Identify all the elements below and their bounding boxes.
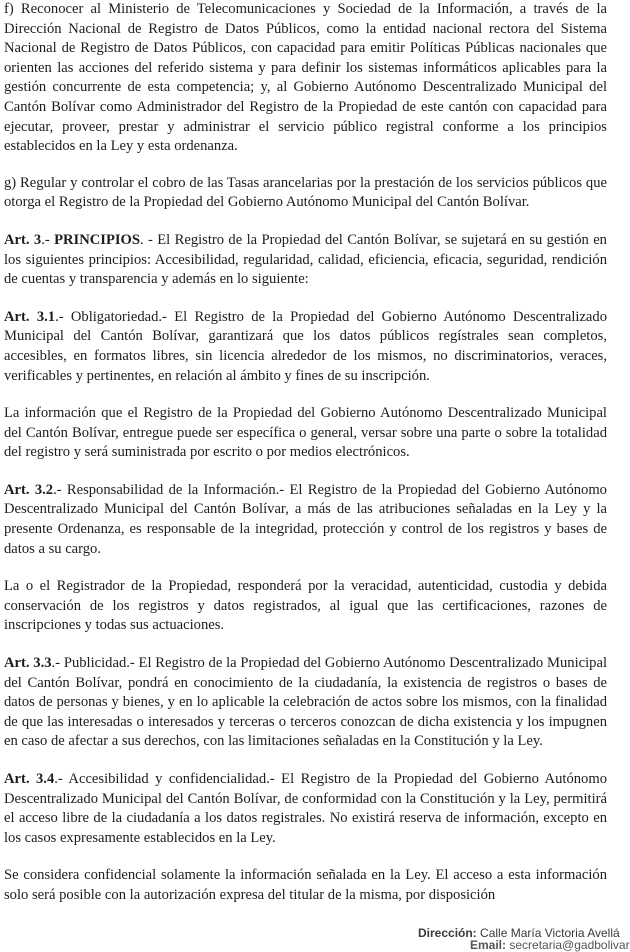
article-3-3-body: .- Publicidad.- El Registro de la Propiedad del Gobierno Autónomo Descentralizado Municipal del Cantón Bolívar, pondrá en conocimiento de la ciudadanía, la existencia de registros o bases de datos de personas y bienes, y en lo aplicable la celebración de actos sobre los mismos, con la finalidad de que las interesadas o interesados y terceras o terceros conozcan de dicha existencia y los impugnen en caso de afectar a sus derechos, con las limitaciones señaladas en la Constitución y la Ley. [4,655,607,750]
article-3-1-label: Art. 3.1 [4,308,56,325]
footer-address-label: Dirección: [418,926,477,940]
article-3 [4,231,607,290]
footer-email [470,938,630,952]
article-3-2-body: .- Responsabilidad de la Información.- El Registro de la Propiedad del Gobierno Autónomo Descentralizado Municipal del Cantón Bolívar, a más de las atribuciones señaladas en la Ley y la presente Ordenanza, es responsable de la integridad, protección y control de los registros y bases de datos a su cargo. [4,481,607,557]
article-3-2-label: Art. 3.2 [4,481,54,498]
document-page [4,0,607,924]
footer-address-value: Calle María Victoria Avellá [480,926,620,940]
article-3-2 [4,481,607,559]
article-3-1 [4,308,607,386]
article-3-title: PRINCIPIOS [54,231,141,248]
paragraph-g: g) Regular y controlar el cobro de las Tasas arancelarias por la prestación de los servicios públicos que otorga el Registro de la Propiedad del Gobierno Autónomo Municipal del Cantón Bolívar. [4,174,607,211]
article-3-body: . - El Registro de la Propiedad del Cantón Bolívar, se sujetará en su gestión en los siguientes principios: Accesibilidad, regularidad, calidad, eficiencia, eficacia, seguridad, rendición de cuentas y transparencia y además en lo siguiente: [4,231,607,288]
paragraph-registrador: La o el Registrador de la Propiedad, responderá por la veracidad, autenticidad, custodia y debida conservación de los registros y datos registrados, al igual que las certificaciones, razones de inscripciones y todas sus actuaciones. [4,578,607,634]
footer-email-value: secretaria@gadbolivar [509,938,630,952]
footer-email-label: Email: [470,938,507,952]
article-3-label: Art. 3 [4,231,42,248]
paragraph-informacion: La información que el Registro de la Propiedad del Gobierno Autónomo Descentralizado Municipal del Cantón Bolívar, entregue puede ser específica o general, versar sobre una parte o sobre la totalidad del registro y será suministrada por escrito o por medios electrónicos. [4,405,607,461]
article-3-3-label: Art. 3.3 [4,655,52,672]
article-3-3 [4,654,607,752]
article-3-4-label: Art. 3.4 [4,771,55,787]
paragraph-confidencial: Se considera confidencial solamente la información señalada en la Ley. El acceso a esta información solo será posible con la autorización expresa del titular de la misma, por disposición [4,867,607,903]
article-3-separator: .- [41,231,55,248]
paragraph-f: f) Reconocer al Ministerio de Telecomunicaciones y Sociedad de la Información, a través de la Dirección Nacional de Registro de Datos Públicos, como la entidad nacional rectora del Sistema Nacional de Registro de Datos Públicos, con capacidad para emitir Políticas Públicas nacionales que orienten las acciones del referido sistema y para definir los sistemas informáticos aplicables para la gestión concurrente de esta competencia; y, al Gobierno Autónomo Descentralizado Municipal del Cantón Bolívar como Administrador del Registro de la Propiedad de este cantón con capacidad para ejecutar, proveer, prestar y administrar el servicio público registral conforme a los principios establecidos en la Ley y esta ordenanza. [4,1,607,155]
article-3-4 [4,770,607,848]
article-3-4-body: .- Accesibilidad y confidencialidad.- El Registro de la Propiedad del Gobierno Autónomo Descentralizado Municipal del Cantón Bolívar, de conformidad con la Constitución y la Ley, permitirá el acceso libre de la ciudadanía a los datos registrales. No existirá reserva de información, excepto en los casos expresamente establecidos en la Ley. [4,771,607,846]
article-3-1-body: .- Obligatoriedad.- El Registro de la Propiedad del Gobierno Autónomo Descentralizado Municipal del Cantón Bolívar, garantizará que los datos públicos regístrales sean completos, accesibles, en formatos libres, sin licencia alrededor de los mismos, no discriminatorios, veraces, verificables y pertinentes, en relación al ámbito y fines de su inscripción. [4,308,607,384]
